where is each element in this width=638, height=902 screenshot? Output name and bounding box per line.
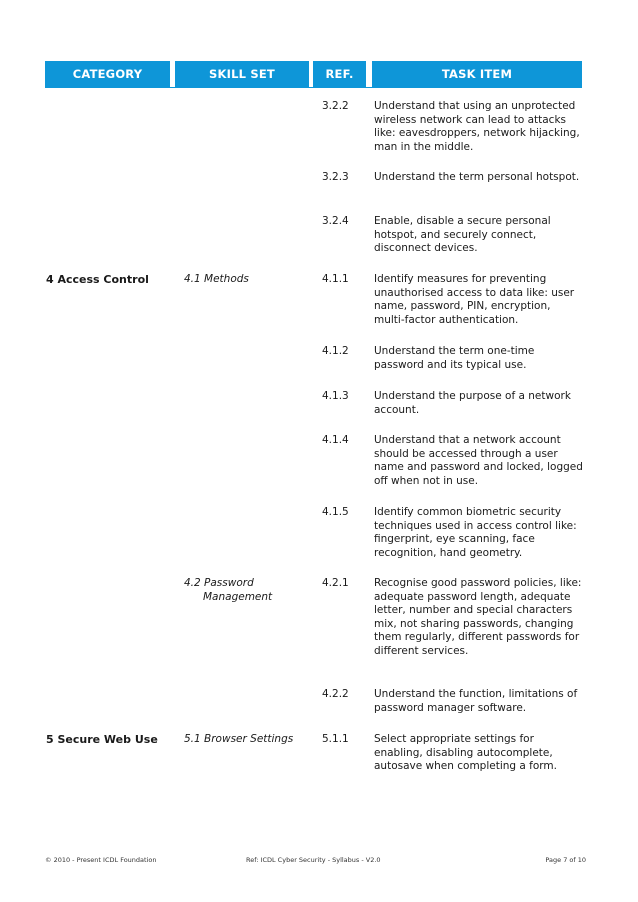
skill-set-password-management [184,577,294,604]
task-cell: Select appropriate settings for enabling, disabling autocomplete, autosave when completing a form. [374,733,557,773]
task-cell: Identify common biometric security techniques used in access control like: fingerprint, eye scanning, face recognition, hand geometry. [374,506,577,559]
footer-page-number: Page 7 of 10 [545,856,586,864]
column-header-skill-set: SKILL SET [175,61,309,87]
task-cell: Identify measures for preventing unauthorised access to data like: user name, password, PIN, encryption, multi-factor authentication. [374,273,575,326]
ref-cell: 4.1.3 [322,390,349,402]
ref-cell: 3.2.4 [322,215,349,227]
task-cell: Understand the purpose of a network account. [374,390,571,416]
ref-cell: 5.1.1 [322,733,349,745]
ref-cell: 3.2.2 [322,100,349,112]
ref-cell: 4.1.5 [322,506,349,518]
header-divider [45,87,582,88]
footer-reference: Ref: ICDL Cyber Security - Syllabus - V2.0 [246,856,381,864]
ref-cell: 4.1.2 [322,345,349,357]
column-header-category: CATEGORY [45,61,170,87]
task-cell: Understand the function, limitations of password manager software. [374,688,578,714]
category-access-control: 4 Access Control [46,273,149,286]
ref-cell: 3.2.3 [322,171,349,183]
ref-cell: 4.2.2 [322,688,349,700]
skill-set-methods: 4.1 Methods [184,273,249,285]
column-header-task-item: TASK ITEM [372,61,582,87]
skill-set-browser-settings: 5.1 Browser Settings [184,733,294,745]
ref-cell: 4.2.1 [322,577,349,589]
task-cell: Understand that a network account should be accessed through a user name and password and locked, logged off when not in use. [374,434,583,487]
ref-cell: 4.1.4 [322,434,349,446]
ref-cell: 4.1.1 [322,273,349,285]
task-cell: Recognise good password policies, like: adequate password length, adequate letter, number and special characters mix, not sharing passwords, changing them regularly, different passwords for different services. [374,577,582,657]
column-header-ref: REF. [313,61,366,87]
task-cell: Understand the term personal hotspot. [374,171,580,183]
skill-label-line2: Management [203,590,273,603]
skill-label-line1: 4.2 Password [184,577,254,589]
category-secure-web-use: 5 Secure Web Use [46,733,158,746]
footer-copyright: © 2010 - Present ICDL Foundation [45,856,157,864]
task-cell: Understand that using an unprotected wireless network can lead to attacks like: eavesdroppers, network hijacking, man in the middle. [374,100,580,153]
task-cell: Understand the term one-time password and its typical use. [374,345,535,371]
task-cell: Enable, disable a secure personal hotspot, and securely connect, disconnect devices. [374,215,551,255]
